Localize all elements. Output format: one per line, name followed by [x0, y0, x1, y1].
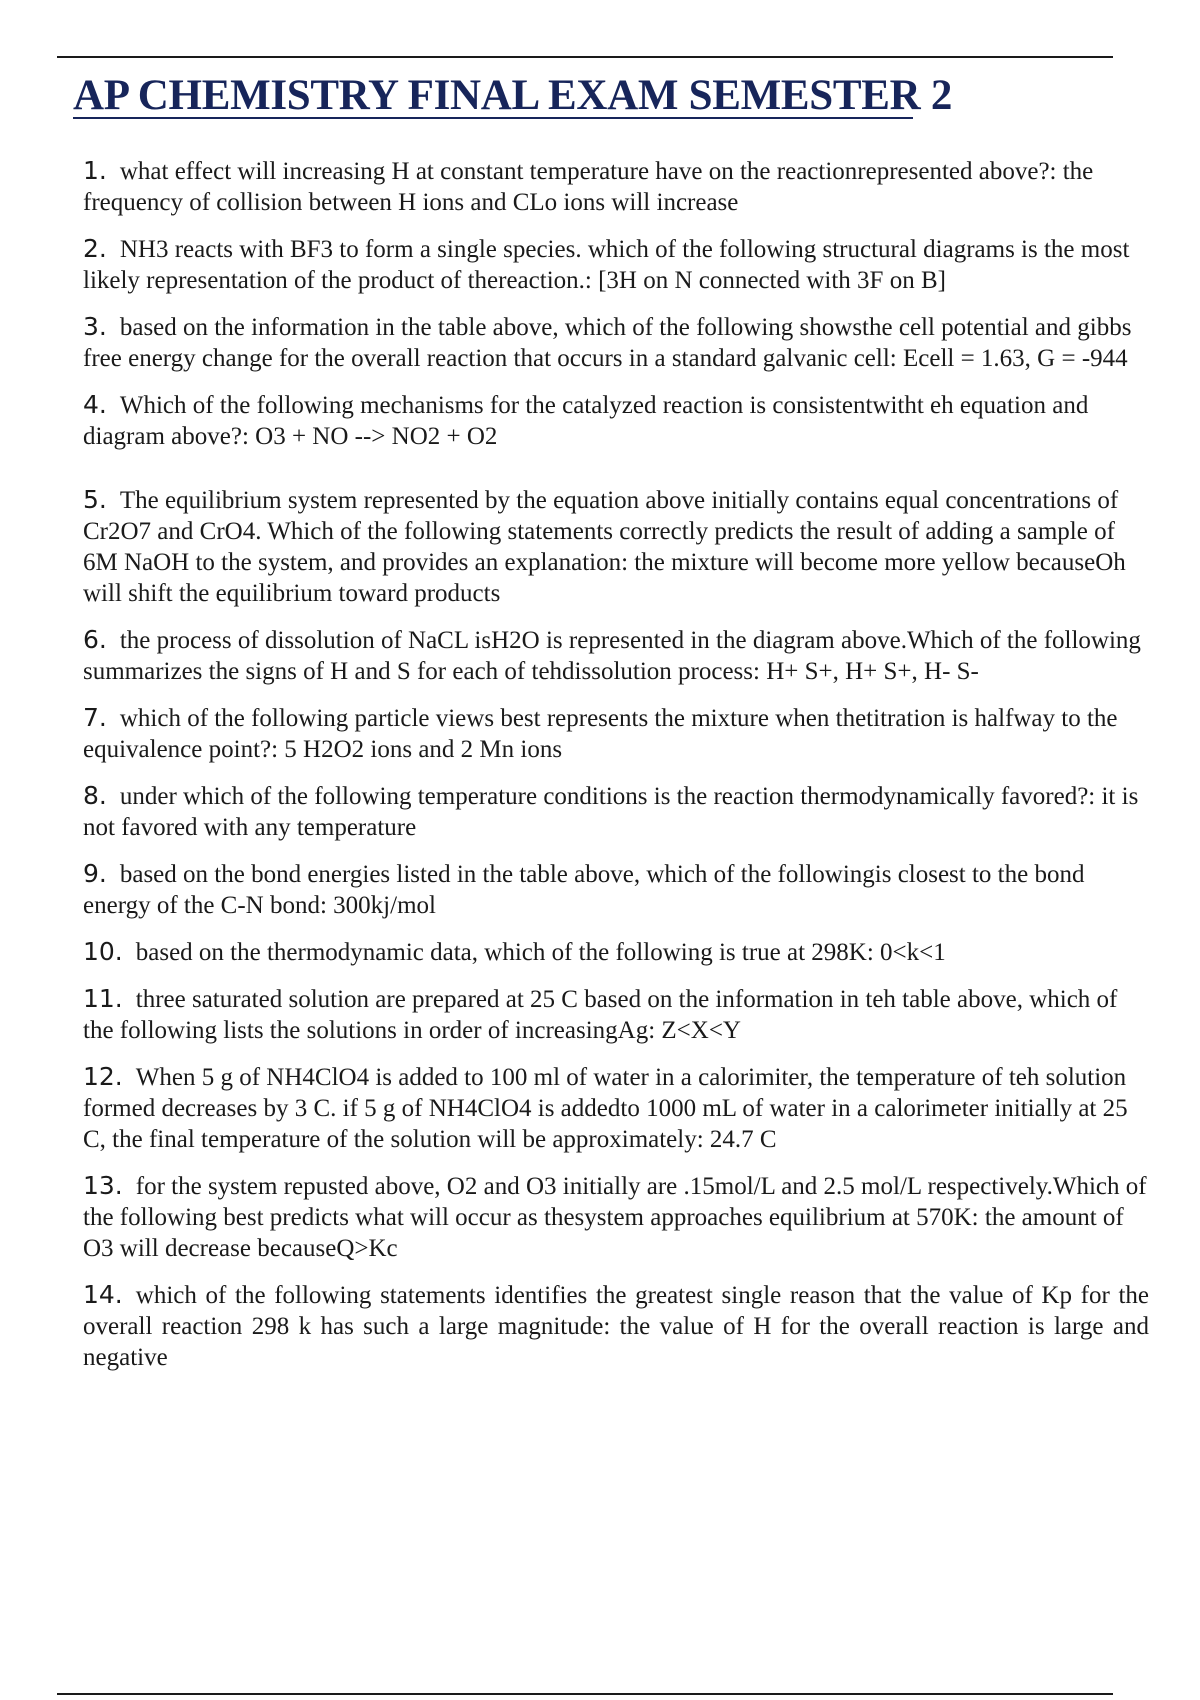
question-number: 5.: [83, 485, 107, 514]
question-list: [83, 155, 1149, 1388]
question-number: 10.: [83, 937, 123, 966]
question-item-5: [83, 484, 1149, 609]
question-text: under which of the following temperature conditions is the reaction thermodynamically favored?: it is not favored with any temperature: [83, 783, 1139, 841]
question-number: 1.: [83, 156, 107, 185]
question-item-10: [83, 936, 1149, 968]
page-title: AP CHEMISTRY FINAL EXAM SEMESTER 2: [73, 72, 953, 119]
question-text: for the system repusted above, O2 and O3 initially are .15mol/L and 2.5 mol/L respectively.Which of the following best predicts what will occur as thesystem approaches equilibrium at 570K: the amount of O3 will decrease becauseQ>Kc: [83, 1173, 1147, 1262]
question-item-8: [83, 780, 1149, 843]
question-item-7: [83, 702, 1149, 765]
question-number: 6.: [83, 625, 107, 654]
question-item-3: [83, 311, 1149, 374]
question-number: 9.: [83, 859, 107, 888]
question-item-11: [83, 983, 1149, 1046]
question-text: When 5 g of NH4ClO4 is added to 100 ml of water in a calorimiter, the temperature of teh solution formed decreases by 3 C. if 5 g of NH4ClO4 is addedto 1000 mL of water in a calorimeter initially at 25 C, the final temperature of the solution will be approximately: 24.7 C: [83, 1064, 1128, 1153]
question-item-4: [83, 389, 1149, 452]
question-item-14: [83, 1279, 1149, 1373]
question-text: based on the information in the table above, which of the following showsthe cell potential and gibbs free energy change for the overall reaction that occurs in a standard galvanic cell: Ecell = 1.63, G = -944: [83, 314, 1132, 372]
question-item-6: [83, 624, 1149, 687]
question-text: which of the following particle views best represents the mixture when thetitration is halfway to the equivalence point?: 5 H2O2 ions and 2 Mn ions: [83, 705, 1118, 763]
question-text: three saturated solution are prepared at 25 C based on the information in teh table above, which of the following lists the solutions in order of increasingAg: Z<X<Y: [83, 986, 1118, 1044]
question-item-2: [83, 233, 1149, 296]
question-number: 14.: [83, 1280, 123, 1309]
question-number: 2.: [83, 234, 107, 263]
question-number: 13.: [83, 1171, 123, 1200]
question-text: The equilibrium system represented by the equation above initially contains equal concentrations of Cr2O7 and CrO4. Which of the following statements correctly predicts the result of adding a sample of 6M NaOH to the system, and provides an explanation: the mixture will become more yellow becauseOh will shift the equilibrium toward products: [83, 487, 1126, 607]
question-item-1: [83, 155, 1149, 218]
question-number: 7.: [83, 703, 107, 732]
bottom-rule: [57, 1693, 1113, 1695]
question-text: the process of dissolution of NaCL isH2O is represented in the diagram above.Which of the following summarizes the signs of H and S for each of tehdissolution process: H+ S+, H+ S+, H- S-: [83, 627, 1141, 685]
question-text: Which of the following mechanisms for the catalyzed reaction is consistentwitht eh equation and diagram above?: O3 + NO --> NO2 + O2: [83, 392, 1089, 450]
question-text: based on the thermodynamic data, which of the following is true at 298K: 0<k<1: [135, 939, 946, 966]
question-item-12: [83, 1061, 1149, 1155]
question-text: which of the following statements identifies the greatest single reason that the value of Kp for the overall reaction 298 k has such a large magnitude: the value of H for the overall reaction is large and negative: [83, 1282, 1149, 1371]
question-text: what effect will increasing H at constant temperature have on the reactionrepresented above?: the frequency of collision between H ions and CLo ions will increase: [83, 158, 1094, 216]
title-underline: [73, 117, 913, 119]
question-number: 12.: [83, 1062, 123, 1091]
question-item-13: [83, 1170, 1149, 1264]
question-number: 4.: [83, 390, 107, 419]
question-item-9: [83, 858, 1149, 921]
question-number: 3.: [83, 312, 107, 341]
top-rule: [57, 56, 1113, 58]
question-number: 8.: [83, 781, 107, 810]
question-text: NH3 reacts with BF3 to form a single species. which of the following structural diagrams is the most likely representation of the product of thereaction.: [3H on N connected with 3F on B]: [83, 236, 1130, 294]
question-text: based on the bond energies listed in the table above, which of the followingis closest to the bond energy of the C-N bond: 300kj/mol: [83, 861, 1085, 919]
question-number: 11.: [83, 984, 123, 1013]
